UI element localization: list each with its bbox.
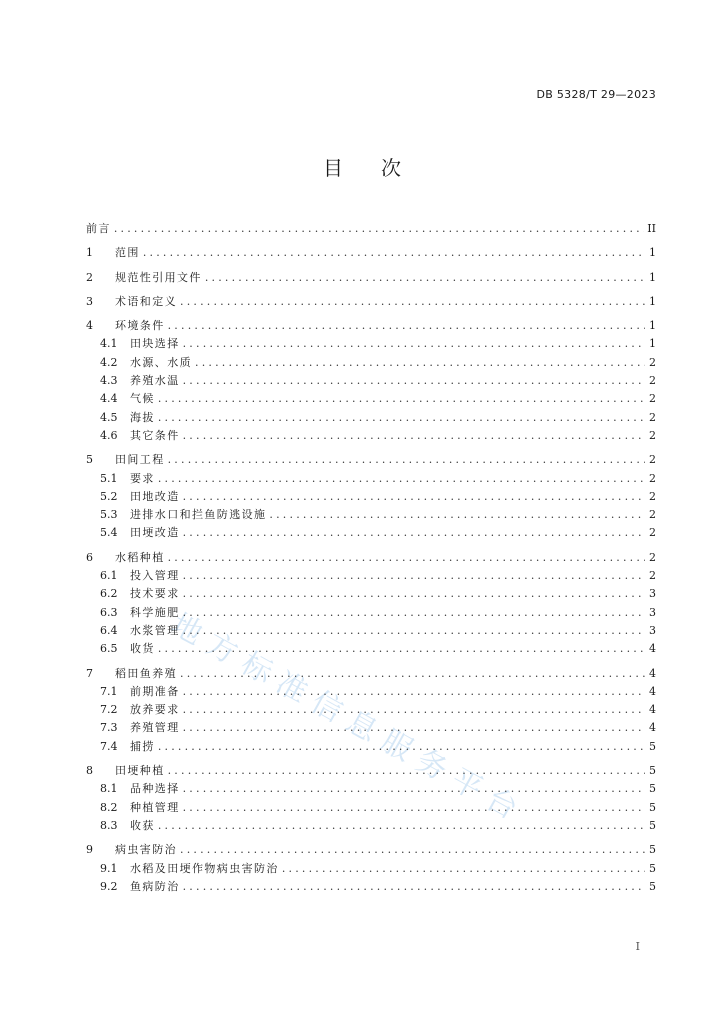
toc-entry-number: 7 — [86, 666, 93, 680]
toc-entry-page: 1 — [649, 246, 656, 260]
toc-entry-page: 4 — [649, 642, 656, 656]
watermark-text: 地方标准信息服务平台 — [165, 606, 532, 832]
toc-entry-label: 种植管理 — [130, 800, 180, 814]
toc-entry-label: 环境条件 — [115, 319, 165, 333]
toc-leader-dots — [158, 738, 645, 756]
toc-entry-page: 5 — [649, 764, 656, 778]
toc-entry-label: 水稻及田埂作物病虫害防治 — [130, 861, 279, 875]
toc-leader-dots — [168, 549, 645, 567]
toc-leader-dots — [168, 317, 645, 335]
toc-entry-label: 品种选择 — [130, 782, 180, 796]
toc-entry-label: 海拔 — [130, 410, 155, 424]
toc-entry-page: 2 — [649, 428, 656, 442]
toc-entry-label: 养殖管理 — [130, 721, 180, 735]
toc-leader-dots — [282, 860, 645, 878]
toc-leader-dots — [180, 665, 645, 683]
toc-entry-label: 养殖水温 — [130, 374, 180, 388]
toc-entry-number: 4.2 — [100, 355, 118, 369]
toc-entry-number: 7.1 — [100, 684, 118, 698]
toc-entry-number: 4.5 — [100, 410, 118, 424]
toc-entry-number: 4.6 — [100, 428, 118, 442]
toc-leader-dots — [183, 427, 645, 445]
toc-entry-page: 4 — [649, 684, 656, 698]
toc-leader-dots — [168, 451, 645, 469]
toc-entry-number: 8.1 — [100, 782, 118, 796]
toc-entry-label: 田埂改造 — [130, 526, 180, 540]
toc-entry[interactable] — [86, 738, 656, 756]
toc-leader-dots — [183, 567, 645, 585]
table-of-contents — [86, 220, 656, 896]
toc-entry[interactable] — [86, 701, 656, 719]
toc-entry-number: 5 — [86, 453, 93, 467]
toc-entry[interactable] — [86, 470, 656, 488]
page-title — [0, 152, 724, 181]
toc-entry-label: 捕捞 — [130, 739, 155, 753]
toc-entry-label: 稻田鱼养殖 — [115, 666, 177, 680]
toc-leader-dots — [180, 293, 645, 311]
toc-entry-page: 5 — [649, 843, 656, 857]
toc-entry-number: 8.2 — [100, 800, 118, 814]
toc-leader-dots — [183, 604, 645, 622]
toc-entry[interactable] — [86, 409, 656, 427]
toc-entry-label: 水源、水质 — [130, 355, 192, 369]
toc-entry-label: 范围 — [115, 246, 140, 260]
toc-entry-page: 3 — [649, 623, 656, 637]
toc-leader-dots — [114, 220, 644, 238]
toc-entry-page: 2 — [649, 550, 656, 564]
toc-entry[interactable] — [86, 488, 656, 506]
toc-entry-number: 8.3 — [100, 818, 118, 832]
toc-entry-label: 前言 — [86, 222, 111, 235]
toc-entry-page: 3 — [649, 605, 656, 619]
toc-entry-page: 2 — [649, 489, 656, 503]
toc-entry[interactable] — [86, 220, 656, 238]
toc-entry-page: 2 — [649, 392, 656, 406]
toc-entry[interactable] — [86, 665, 656, 683]
toc-leader-dots — [158, 409, 645, 427]
toc-entry-label: 气候 — [130, 392, 155, 406]
toc-entry-page: 2 — [649, 569, 656, 583]
toc-entry[interactable] — [86, 372, 656, 390]
toc-entry-number: 6.4 — [100, 623, 118, 637]
toc-entry-page: 5 — [649, 739, 656, 753]
toc-leader-dots — [183, 878, 645, 896]
toc-entry[interactable] — [86, 335, 656, 353]
toc-entry-label: 田间工程 — [115, 453, 165, 467]
toc-entry-page: 2 — [649, 374, 656, 388]
toc-entry-page: 5 — [649, 818, 656, 832]
toc-entry-number: 8 — [86, 764, 93, 778]
toc-entry-label: 水浆管理 — [130, 623, 180, 637]
toc-entry-label: 收货 — [130, 642, 155, 656]
toc-leader-dots — [158, 390, 645, 408]
toc-entry-label: 投入管理 — [130, 569, 180, 583]
toc-entry-page: 2 — [649, 410, 656, 424]
toc-entry-number: 6.5 — [100, 642, 118, 656]
toc-entry-page: 1 — [649, 294, 656, 308]
toc-entry-number: 7.3 — [100, 721, 118, 735]
toc-entry-number: 4.1 — [100, 337, 118, 351]
toc-leader-dots — [183, 701, 645, 719]
toc-entry[interactable] — [86, 585, 656, 603]
toc-leader-dots — [183, 683, 645, 701]
toc-entry-label: 术语和定义 — [115, 294, 177, 308]
toc-entry[interactable] — [86, 524, 656, 542]
toc-entry-number: 6 — [86, 550, 93, 564]
toc-leader-dots — [168, 762, 645, 780]
toc-leader-dots — [158, 817, 645, 835]
toc-entry-number: 6.3 — [100, 605, 118, 619]
toc-leader-dots — [195, 354, 645, 372]
toc-entry-number: 5.3 — [100, 508, 118, 522]
toc-entry[interactable] — [86, 567, 656, 585]
toc-entry-page: 5 — [649, 861, 656, 875]
toc-entry[interactable] — [86, 719, 656, 737]
toc-entry-page: 2 — [649, 471, 656, 485]
toc-entry-page: 2 — [649, 508, 656, 522]
toc-entry-label: 技术要求 — [130, 587, 180, 601]
toc-entry-number: 1 — [86, 246, 93, 260]
toc-leader-dots — [143, 244, 645, 262]
toc-entry-label: 水稻种植 — [115, 550, 165, 564]
toc-entry-label: 规范性引用文件 — [115, 270, 202, 284]
toc-entry[interactable] — [86, 817, 656, 835]
toc-entry-number: 9.1 — [100, 861, 118, 875]
toc-entry-label: 其它条件 — [130, 428, 180, 442]
toc-leader-dots — [158, 470, 645, 488]
toc-entry-label: 放养要求 — [130, 703, 180, 717]
toc-entry[interactable] — [86, 317, 656, 335]
toc-entry-page: 5 — [649, 782, 656, 796]
toc-entry[interactable] — [86, 640, 656, 658]
toc-entry[interactable] — [86, 451, 656, 469]
toc-entry-label: 田地改造 — [130, 489, 180, 503]
toc-entry-number: 9.2 — [100, 879, 118, 893]
toc-entry[interactable] — [86, 622, 656, 640]
toc-leader-dots — [269, 506, 645, 524]
toc-entry-label: 进排水口和拦鱼防逃设施 — [130, 508, 267, 522]
toc-leader-dots — [183, 372, 645, 390]
toc-entry-page: 1 — [649, 319, 656, 333]
toc-entry[interactable] — [86, 354, 656, 372]
toc-entry-page: 2 — [649, 355, 656, 369]
toc-entry-page: 3 — [649, 587, 656, 601]
toc-entry-number: 4.3 — [100, 374, 118, 388]
toc-entry-page: 5 — [649, 800, 656, 814]
toc-entry-label: 鱼病防治 — [130, 879, 180, 893]
toc-entry[interactable] — [86, 549, 656, 567]
toc-entry-page: 1 — [649, 270, 656, 284]
toc-entry[interactable] — [86, 506, 656, 524]
toc-entry[interactable] — [86, 878, 656, 896]
toc-leader-dots — [158, 640, 645, 658]
toc-entry[interactable] — [86, 293, 656, 311]
title-char-2: 次 — [381, 156, 401, 180]
toc-entry-number: 5.1 — [100, 471, 118, 485]
toc-entry-label: 收获 — [130, 818, 155, 832]
toc-entry-label: 田埂种植 — [115, 764, 165, 778]
toc-entry-label: 田块选择 — [130, 337, 180, 351]
toc-entry-number: 7.4 — [100, 739, 118, 753]
toc-entry[interactable] — [86, 269, 656, 287]
toc-entry-number: 9 — [86, 843, 93, 857]
toc-entry-number: 6.2 — [100, 587, 118, 601]
toc-entry-number: 4.4 — [100, 392, 118, 406]
footer-page-number: I — [635, 940, 640, 953]
toc-entry-page: 1 — [649, 337, 656, 351]
toc-entry[interactable] — [86, 860, 656, 878]
toc-entry-page: 2 — [649, 453, 656, 467]
toc-entry-page: 4 — [649, 666, 656, 680]
toc-leader-dots — [180, 841, 645, 859]
toc-entry-label: 病虫害防治 — [115, 843, 177, 857]
toc-entry-number: 5.2 — [100, 489, 118, 503]
toc-entry-number: 3 — [86, 294, 93, 308]
toc-entry-number: 2 — [86, 270, 93, 284]
toc-leader-dots — [183, 719, 645, 737]
toc-entry-number: 7.2 — [100, 703, 118, 717]
toc-leader-dots — [183, 524, 645, 542]
toc-leader-dots — [183, 585, 645, 603]
toc-leader-dots — [183, 799, 645, 817]
toc-entry-page: 2 — [649, 526, 656, 540]
toc-entry-label: 要求 — [130, 471, 155, 485]
toc-entry-page: 5 — [649, 879, 656, 893]
standard-code: DB 5328/T 29—2023 — [536, 88, 656, 101]
toc-leader-dots — [205, 269, 645, 287]
toc-entry-label: 前期准备 — [130, 684, 180, 698]
toc-leader-dots — [183, 780, 645, 798]
toc-leader-dots — [183, 622, 645, 640]
toc-entry[interactable] — [86, 427, 656, 445]
toc-entry-number: 4 — [86, 319, 93, 333]
toc-leader-dots — [183, 335, 645, 353]
title-char-1: 目 — [323, 156, 343, 180]
toc-entry-number: 5.4 — [100, 526, 118, 540]
toc-entry[interactable] — [86, 799, 656, 817]
toc-entry-label: 科学施肥 — [130, 605, 180, 619]
toc-entry-page: 4 — [649, 721, 656, 735]
toc-entry[interactable] — [86, 841, 656, 859]
toc-entry[interactable] — [86, 244, 656, 262]
toc-entry-number: 6.1 — [100, 569, 118, 583]
toc-entry[interactable] — [86, 780, 656, 798]
toc-entry[interactable] — [86, 604, 656, 622]
toc-leader-dots — [183, 488, 645, 506]
toc-entry[interactable] — [86, 762, 656, 780]
toc-entry[interactable] — [86, 390, 656, 408]
toc-entry-page: 4 — [649, 703, 656, 717]
toc-entry-page: II — [647, 222, 656, 235]
toc-entry[interactable] — [86, 683, 656, 701]
